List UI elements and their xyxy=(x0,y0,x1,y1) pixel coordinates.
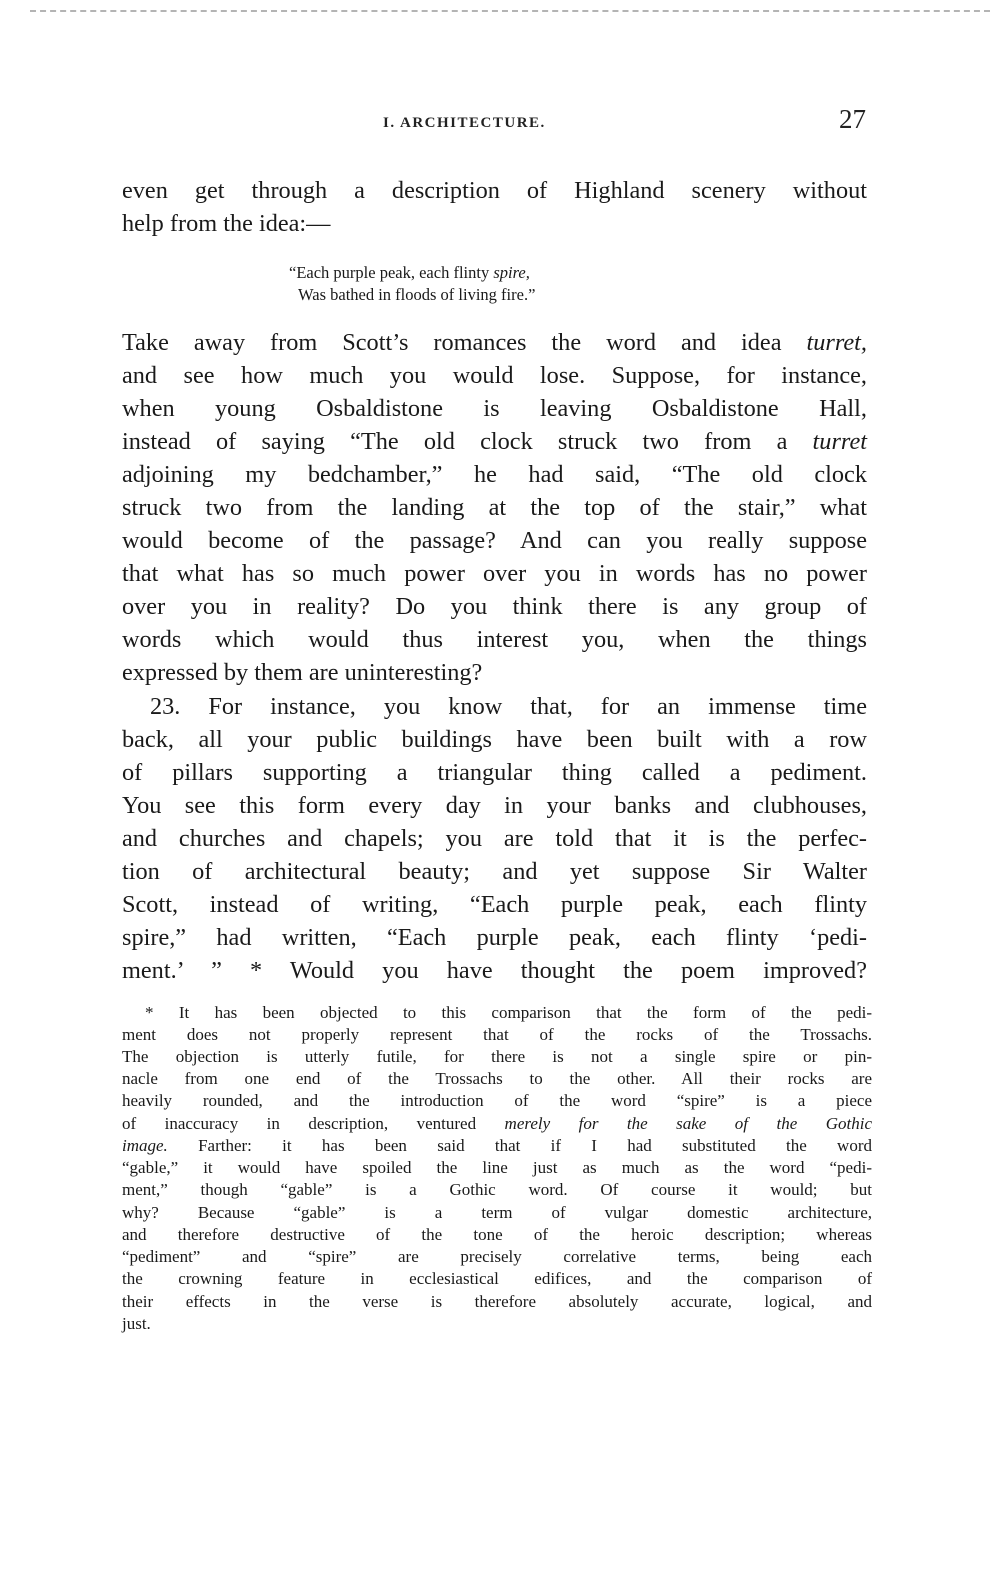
body-line: adjoining my bedchamber,” he had said, “The old clock xyxy=(122,461,867,488)
body-line: and see how much you would lose. Suppose, for instance, xyxy=(122,362,867,389)
footnote-line: “pediment” and “spire” are precisely correlative terms, being each xyxy=(122,1247,872,1266)
body-line: and churches and chapels; you are told that it is the perfec- xyxy=(122,825,867,852)
body-line: expressed by them are uninteresting? xyxy=(122,659,483,686)
body-line: when young Osbaldistone is leaving Osbaldistone Hall, xyxy=(122,395,867,422)
body-line: of pillars supporting a triangular thing called a pediment. xyxy=(122,759,867,786)
body-line: spire,” had written, “Each purple peak, each flinty ‘pedi- xyxy=(122,924,867,951)
footnote-line: why? Because “gable” is a term of vulgar domestic architecture, xyxy=(122,1203,872,1222)
footnote-line: ment,” though “gable” is a Gothic word. Of course it would; but xyxy=(122,1180,872,1199)
body-line: words which would thus interest you, when the things xyxy=(122,626,867,653)
footnote-line xyxy=(122,1113,872,1135)
body-line: struck two from the landing at the top of the stair,” what xyxy=(122,494,867,521)
footnote-line: the crowning feature in ecclesiastical edifices, and the comparison of xyxy=(122,1269,872,1288)
footnote-text: of inaccuracy in description, ventured xyxy=(122,1114,505,1133)
verse-text: “Each purple peak, each flinty xyxy=(289,263,494,282)
body-italic: turret xyxy=(812,428,867,455)
body-italic: turret, xyxy=(806,329,867,356)
page-number: 27 xyxy=(839,104,866,134)
body-line: 23. For instance, you know that, for an immense time xyxy=(150,693,867,720)
body-line: ment.’ ” * Would you have thought the poem improved? xyxy=(122,957,867,984)
footnote-line xyxy=(122,1135,872,1157)
body-line xyxy=(122,326,867,359)
footnote-text: Farther: it has been said that if I had substituted the word xyxy=(167,1136,872,1155)
footnote-italic: merely for the sake of the Gothic xyxy=(504,1114,872,1133)
body-line: would become of the passage? And can you really suppose xyxy=(122,527,867,554)
scan-artifact-line xyxy=(30,10,990,12)
footnote-italic: image. xyxy=(122,1136,168,1155)
footnote-line: * It has been objected to this comparison that the form of the pedi- xyxy=(145,1003,872,1022)
body-line: Scott, instead of writing, “Each purple peak, each flinty xyxy=(122,891,867,918)
body-line: tion of architectural beauty; and yet suppose Sir Walter xyxy=(122,858,867,885)
verse-italic: spire, xyxy=(493,263,530,282)
body-text: instead of saying “The old clock struck two from a xyxy=(122,428,813,455)
body-line: that what has so much power over you in words has no power xyxy=(122,560,867,587)
running-header: I. ARCHITECTURE. xyxy=(383,115,546,131)
verse-line xyxy=(289,262,530,284)
body-line: help from the idea:— xyxy=(122,210,331,237)
footnote-line: just. xyxy=(122,1314,151,1333)
verse-line: Was bathed in floods of living fire.” xyxy=(298,285,536,304)
footnote-line: “gable,” it would have spoiled the line just as much as the word “pedi- xyxy=(122,1158,872,1177)
body-line xyxy=(122,425,867,458)
footnote-line: and therefore destructive of the tone of the heroic description; whereas xyxy=(122,1225,872,1244)
footnote-line: their effects in the verse is therefore absolutely accurate, logical, and xyxy=(122,1292,872,1311)
body-line: even get through a description of Highland scenery without xyxy=(122,177,867,204)
footnote-line: The objection is utterly futile, for there is not a single spire or pin- xyxy=(122,1047,872,1066)
body-line: You see this form every day in your banks and clubhouses, xyxy=(122,792,867,819)
footnote-line: nacle from one end of the Trossachs to the other. All their rocks are xyxy=(122,1069,872,1088)
body-line: back, all your public buildings have been built with a row xyxy=(122,726,867,753)
body-text: Take away from Scott’s romances the word and idea xyxy=(122,329,807,356)
footnote-line: heavily rounded, and the introduction of the word “spire” is a piece xyxy=(122,1091,872,1110)
footnote-line: ment does not properly represent that of the rocks of the Trossachs. xyxy=(122,1025,872,1044)
body-line: over you in reality? Do you think there is any group of xyxy=(122,593,867,620)
